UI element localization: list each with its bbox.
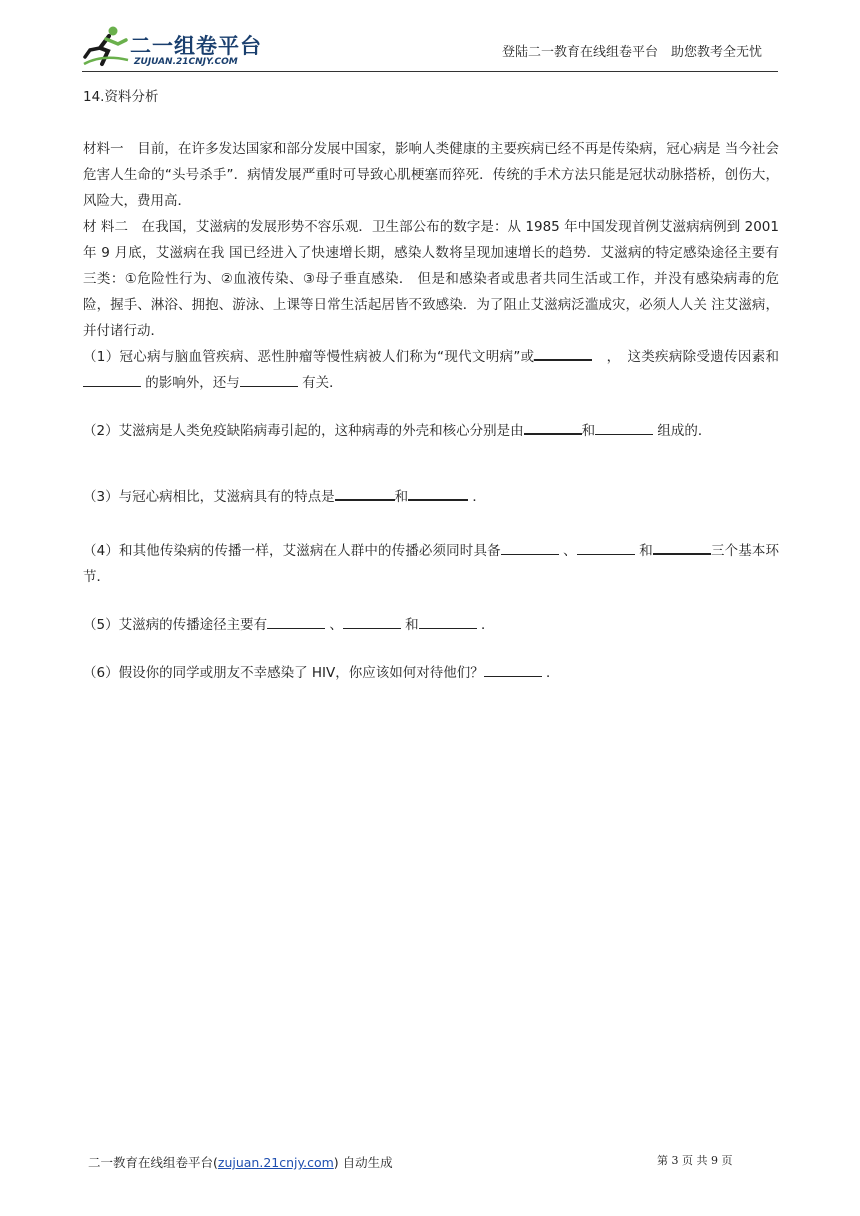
page-number: 第 3 页 共 9 页	[657, 1154, 733, 1167]
material-one: 材料一 目前，在许多发达国家和部分发展中国家，影响人类健康的主要疾病已经不再是传染病，冠心病是 当今社会危害人生命的“头号杀手”．病情发展严重时可导致心肌梗塞而猝死．传统的手术方法只能是冠状动脉搭桥，创伤大，风险大，费用高．	[83, 141, 779, 209]
answer-blank[interactable]	[343, 614, 401, 629]
answer-blank[interactable]	[408, 485, 468, 501]
footer-site-link[interactable]: zujuan.21cnjy.com	[217, 1155, 334, 1170]
answer-blank[interactable]	[335, 485, 395, 501]
answer-blank[interactable]	[577, 540, 635, 555]
sub-question-3: （3）与冠心病相比，艾滋病具有的特点是 和 ．	[83, 484, 779, 510]
answer-blank[interactable]	[534, 345, 592, 361]
footer-generator-note: 二一教育在线组卷平台(zujuan.21cnjy.com) 自动生成	[88, 1155, 393, 1170]
material-two: 材 料二 在我国，艾滋病的发展形势不容乐观．卫生部公布的数字是：从 1985 年中国发现首例艾滋病病例到 2001 年 9 月底，艾滋病在我 国已经进入了快速增长期，感染人数将呈现加速增长的趋势．艾滋病的特定感染途径主要有三类：①危险性行为、②血液传染、③母子垂直感染． 但是和感染者或患者共同生活或工作，并没有感染病毒的危险，握手、淋浴、拥抱、游泳、上课等日常生活起居皆不致感染．为了阻止艾滋病泛滥成灾，必须人人关 注艾滋病，并付诸行动．	[83, 219, 779, 339]
answer-blank[interactable]	[484, 662, 542, 677]
answer-blank[interactable]	[653, 539, 711, 555]
question-number-title: 14.资料分析	[83, 89, 159, 105]
header-divider	[82, 71, 778, 72]
page-header	[82, 22, 780, 72]
sub-question-5: （5）艾滋病的传播途径主要有 、 和 ．	[83, 612, 779, 638]
answer-blank[interactable]	[419, 614, 477, 629]
sub-question-1: （1）冠心病与脑血管疾病、恶性肿瘤等慢性病被人们称为“现代文明病”或 ， 这类疾病除受遗传因素和 的影响外，还与 有关．	[83, 344, 779, 396]
sub-question-6: （6）假设你的同学或朋友不幸感染了 HIV，你应该如何对待他们？ ．	[83, 660, 779, 686]
sub-question-4: （4）和其他传染病的传播一样，艾滋病在人群中的传播必须同时具备 、 和 三个基本环节．	[83, 538, 779, 590]
answer-blank[interactable]	[83, 372, 141, 387]
answer-blank[interactable]	[524, 419, 582, 435]
runner-logo-icon	[82, 24, 130, 68]
sub-question-2: （2）艾滋病是人类免疫缺陷病毒引起的，这种病毒的外壳和核心分别是由 和 组成的．	[83, 418, 779, 444]
site-logo[interactable]	[82, 24, 282, 70]
question-content	[83, 84, 779, 686]
answer-blank[interactable]	[240, 372, 298, 387]
answer-blank[interactable]	[501, 540, 559, 555]
header-slogan: 登陆二一教育在线组卷平台 助您教考全无忧	[501, 45, 762, 60]
logo-title: 二一组卷平台	[130, 34, 262, 58]
answer-blank[interactable]	[595, 420, 653, 435]
logo-url: ZUJUAN.21CNJY.COM	[134, 57, 238, 67]
answer-blank[interactable]	[267, 614, 325, 629]
